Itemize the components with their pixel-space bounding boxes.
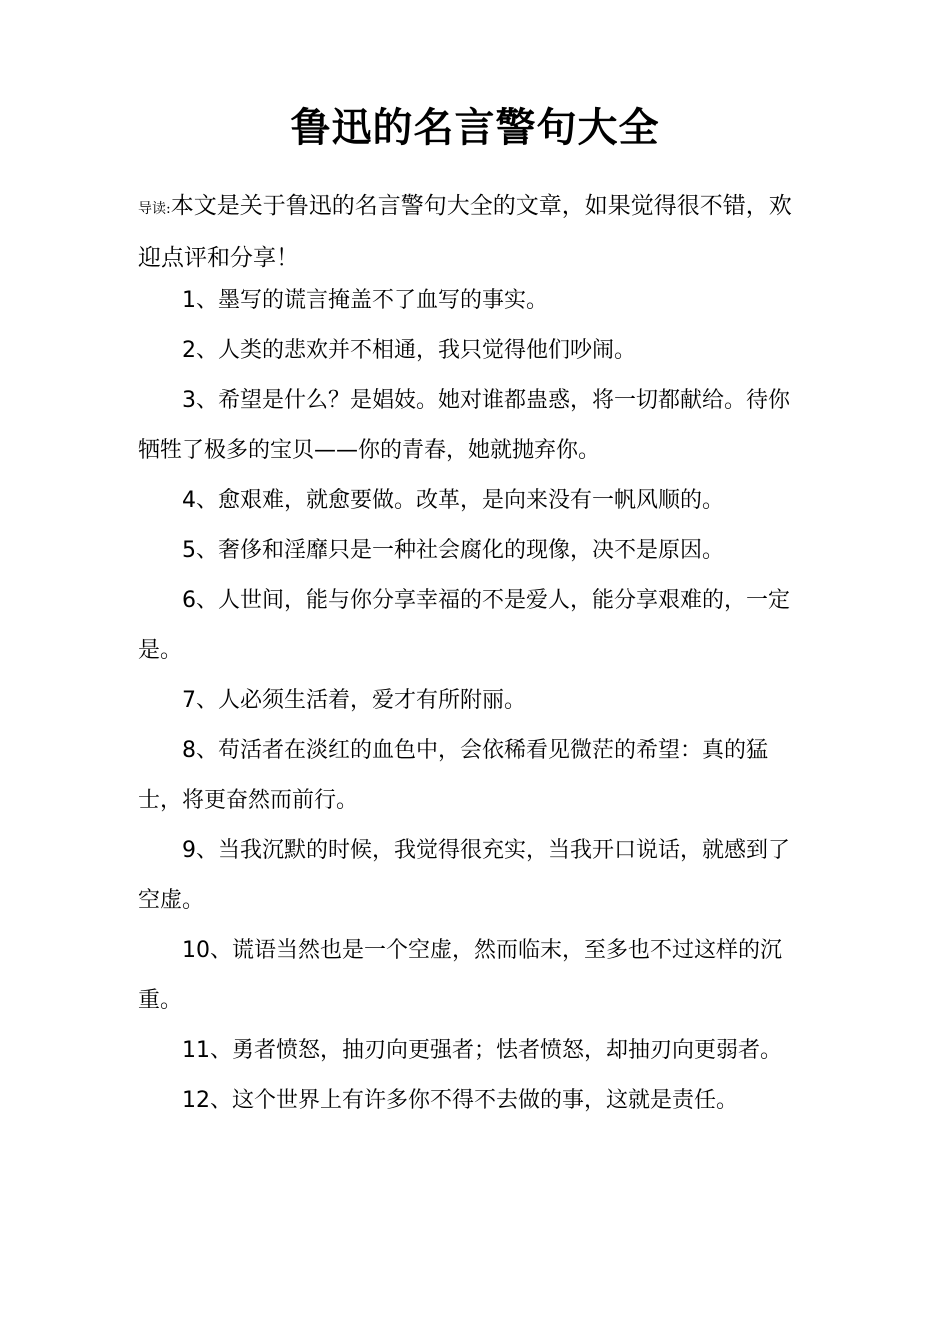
- quote-item-1: 1、墨写的谎言掩盖不了血写的事实。: [182, 288, 548, 313]
- document-title: 鲁迅的名言警句大全: [290, 105, 660, 151]
- quote-item-8: 8、苟活者在淡红的血色中，会依稀看见微茫的希望：真的猛士，将更奋然而前行。: [138, 738, 768, 813]
- quote-item-5: 5、奢侈和淫靡只是一种社会腐化的现像，决不是原因。: [182, 538, 724, 563]
- quote-item-2: 2、人类的悲欢并不相通，我只觉得他们吵闹。: [182, 338, 636, 363]
- quote-item-6: 6、人世间，能与你分享幸福的不是爱人，能分享艰难的，一定是。: [138, 588, 790, 663]
- quote-list: [138, 276, 810, 1126]
- quote-item-3: 3、希望是什么？是娼妓。她对谁都蛊惑，将一切都献给。待你牺牲了极多的宝贝——你的青春，她就抛弃你。: [138, 388, 790, 463]
- lead-text: 本文是关于鲁迅的名言警句大全的文章，如果觉得很不错，欢迎点评和分享！: [138, 193, 792, 271]
- quote-item-4: 4、愈艰难，就愈要做。改革，是向来没有一帆风顺的。: [182, 488, 724, 513]
- quote-item-11: 11、勇者愤怒，抽刃向更强者；怯者愤怒，却抽刃向更弱者。: [182, 1038, 782, 1063]
- quote-item-9: 9、当我沉默的时候，我觉得很充实，当我开口说话，就感到了空虚。: [138, 838, 790, 913]
- quote-item-7: 7、人必须生活着，爱才有所附丽。: [182, 688, 526, 713]
- quote-item-12: 12、这个世界上有许多你不得不去做的事，这就是责任。: [182, 1088, 738, 1113]
- lead-paragraph: [138, 182, 810, 283]
- quote-item-10: 10、谎语当然也是一个空虚，然而临末，至多也不过这样的沉重。: [138, 938, 782, 1013]
- lead-label: 导读:: [138, 201, 171, 217]
